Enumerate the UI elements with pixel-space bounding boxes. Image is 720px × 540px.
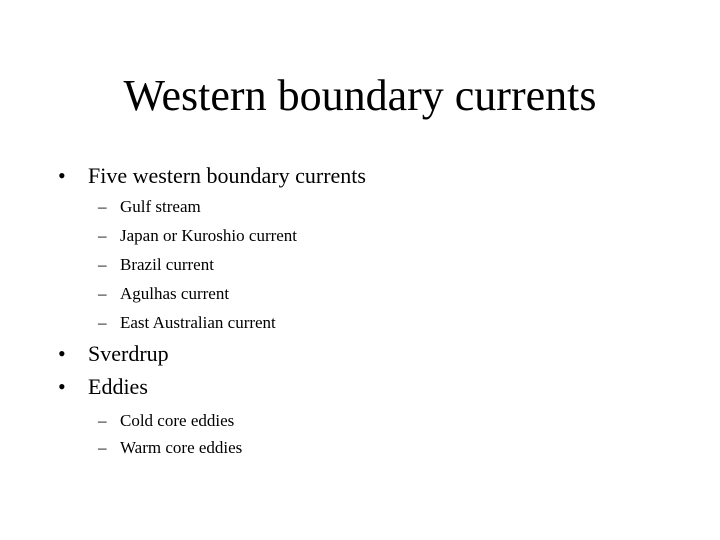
sub-bullet-marker: – — [98, 438, 107, 457]
sub-bullet-text: Cold core eddies — [120, 411, 235, 430]
bullet-text: Sverdrup — [88, 341, 169, 366]
sub-bullet-item — [98, 226, 297, 246]
bullet-marker: • — [58, 374, 66, 399]
bullet-marker: • — [58, 341, 66, 366]
bullet-item — [58, 341, 169, 367]
sub-bullet-text: Gulf stream — [120, 197, 201, 216]
sub-bullet-item — [98, 284, 229, 304]
sub-bullet-item — [98, 411, 234, 431]
bullet-marker: • — [58, 163, 66, 188]
bullet-text: Eddies — [88, 374, 148, 399]
sub-bullet-marker: – — [98, 255, 107, 274]
sub-bullet-marker: – — [98, 226, 107, 245]
sub-bullet-item — [98, 438, 242, 458]
bullet-item — [58, 374, 148, 400]
sub-bullet-marker: – — [98, 284, 107, 303]
sub-bullet-text: Warm core eddies — [120, 438, 243, 457]
sub-bullet-item — [98, 197, 201, 217]
sub-bullet-text: Agulhas current — [120, 284, 230, 303]
bullet-item — [58, 163, 366, 189]
bullet-text: Five western boundary currents — [88, 163, 366, 188]
slide-title: Western boundary currents — [123, 71, 597, 120]
sub-bullet-item — [98, 313, 276, 333]
sub-bullet-item — [98, 255, 214, 275]
sub-bullet-text: Japan or Kuroshio current — [120, 226, 298, 245]
sub-bullet-text: Brazil current — [120, 255, 214, 274]
sub-bullet-marker: – — [98, 313, 107, 332]
sub-bullet-marker: – — [98, 411, 107, 430]
sub-bullet-marker: – — [98, 197, 107, 216]
sub-bullet-text: East Australian current — [120, 313, 276, 332]
